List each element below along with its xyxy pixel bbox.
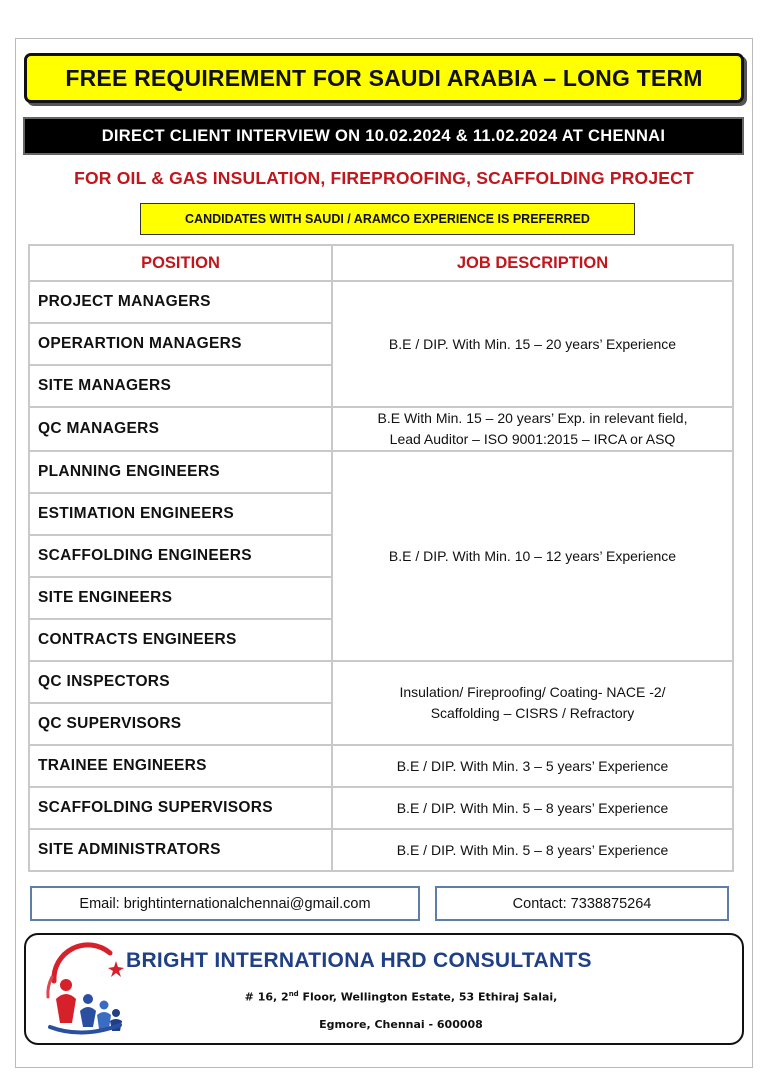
description-line: B.E With Min. 15 – 20 years’ Exp. in relevant field, — [377, 410, 688, 426]
table-row — [29, 451, 733, 493]
address-part: Floor, Wellington Estate, 53 Ethiraj Salai, — [298, 990, 558, 1004]
description-cell — [332, 787, 733, 829]
description-line: B.E / DIP. With Min. 3 – 5 years’ Experience — [396, 757, 669, 774]
description-line: B.E / DIP. With Min. 15 – 20 years’ Experience — [388, 335, 677, 352]
table-row — [29, 745, 733, 787]
position-cell: SITE MANAGERS — [29, 365, 332, 407]
address-part: # 16, 2 — [244, 990, 289, 1004]
position-cell: ESTIMATION ENGINEERS — [29, 493, 332, 535]
position-cell: PLANNING ENGINEERS — [29, 451, 332, 493]
position-cell: TRAINEE ENGINEERS — [29, 745, 332, 787]
position-cell: SCAFFOLDING SUPERVISORS — [29, 787, 332, 829]
position-cell: CONTRACTS ENGINEERS — [29, 619, 332, 661]
company-name: BRIGHT INTERNATIONA HRD CONSULTANTS — [126, 949, 592, 972]
table-row — [29, 407, 733, 451]
description-line: Scaffolding – CISRS / Refractory — [430, 705, 635, 721]
position-cell: OPERARTION MANAGERS — [29, 323, 332, 365]
description-line: Lead Auditor – ISO 9001:2015 – IRCA or ASQ — [389, 431, 676, 447]
column-header-job-description: JOB DESCRIPTION — [332, 245, 733, 281]
table-row — [29, 787, 733, 829]
address-line-2: Egmore, Chennai - 600008 — [319, 1018, 483, 1031]
position-cell: QC MANAGERS — [29, 407, 332, 451]
description-cell — [332, 451, 733, 661]
email-contact-box: Email: brightinternationalchennai@gmail.com — [30, 886, 420, 921]
address-line-1 — [26, 990, 746, 1004]
position-cell: QC SUPERVISORS — [29, 703, 332, 745]
project-subtitle: FOR OIL & GAS INSULATION, FIREPROOFING, SCAFFOLDING PROJECT — [74, 168, 694, 188]
description-cell — [332, 829, 733, 871]
company-footer — [24, 933, 744, 1045]
headline-banner: FREE REQUIREMENT FOR SAUDI ARABIA – LONG TERM — [24, 53, 744, 103]
job-table — [28, 244, 734, 872]
description-cell — [332, 745, 733, 787]
description-cell — [332, 661, 733, 745]
position-cell: PROJECT MANAGERS — [29, 281, 332, 323]
interview-date-bar: DIRECT CLIENT INTERVIEW ON 10.02.2024 & 11.02.2024 AT CHENNAI — [23, 117, 744, 155]
description-line: B.E / DIP. With Min. 5 – 8 years’ Experience — [396, 799, 669, 816]
table-header-row — [29, 245, 733, 281]
column-header-position: POSITION — [29, 245, 332, 281]
experience-preferred-note: CANDIDATES WITH SAUDI / ARAMCO EXPERIENCE IS PREFERRED — [140, 203, 635, 235]
table-row — [29, 281, 733, 323]
position-cell: SITE ADMINISTRATORS — [29, 829, 332, 871]
description-cell — [332, 281, 733, 407]
position-cell: QC INSPECTORS — [29, 661, 332, 703]
description-line: B.E / DIP. With Min. 10 – 12 years’ Experience — [388, 547, 677, 564]
description-line: B.E / DIP. With Min. 5 – 8 years’ Experience — [396, 841, 669, 858]
description-cell — [332, 407, 733, 451]
position-cell: SCAFFOLDING ENGINEERS — [29, 535, 332, 577]
description-line: Insulation/ Fireproofing/ Coating- NACE -2/ — [399, 684, 666, 700]
phone-contact-box: Contact: 7338875264 — [435, 886, 729, 921]
address-superscript: nd — [288, 990, 299, 998]
table-row — [29, 829, 733, 871]
table-row — [29, 661, 733, 703]
position-cell: SITE ENGINEERS — [29, 577, 332, 619]
